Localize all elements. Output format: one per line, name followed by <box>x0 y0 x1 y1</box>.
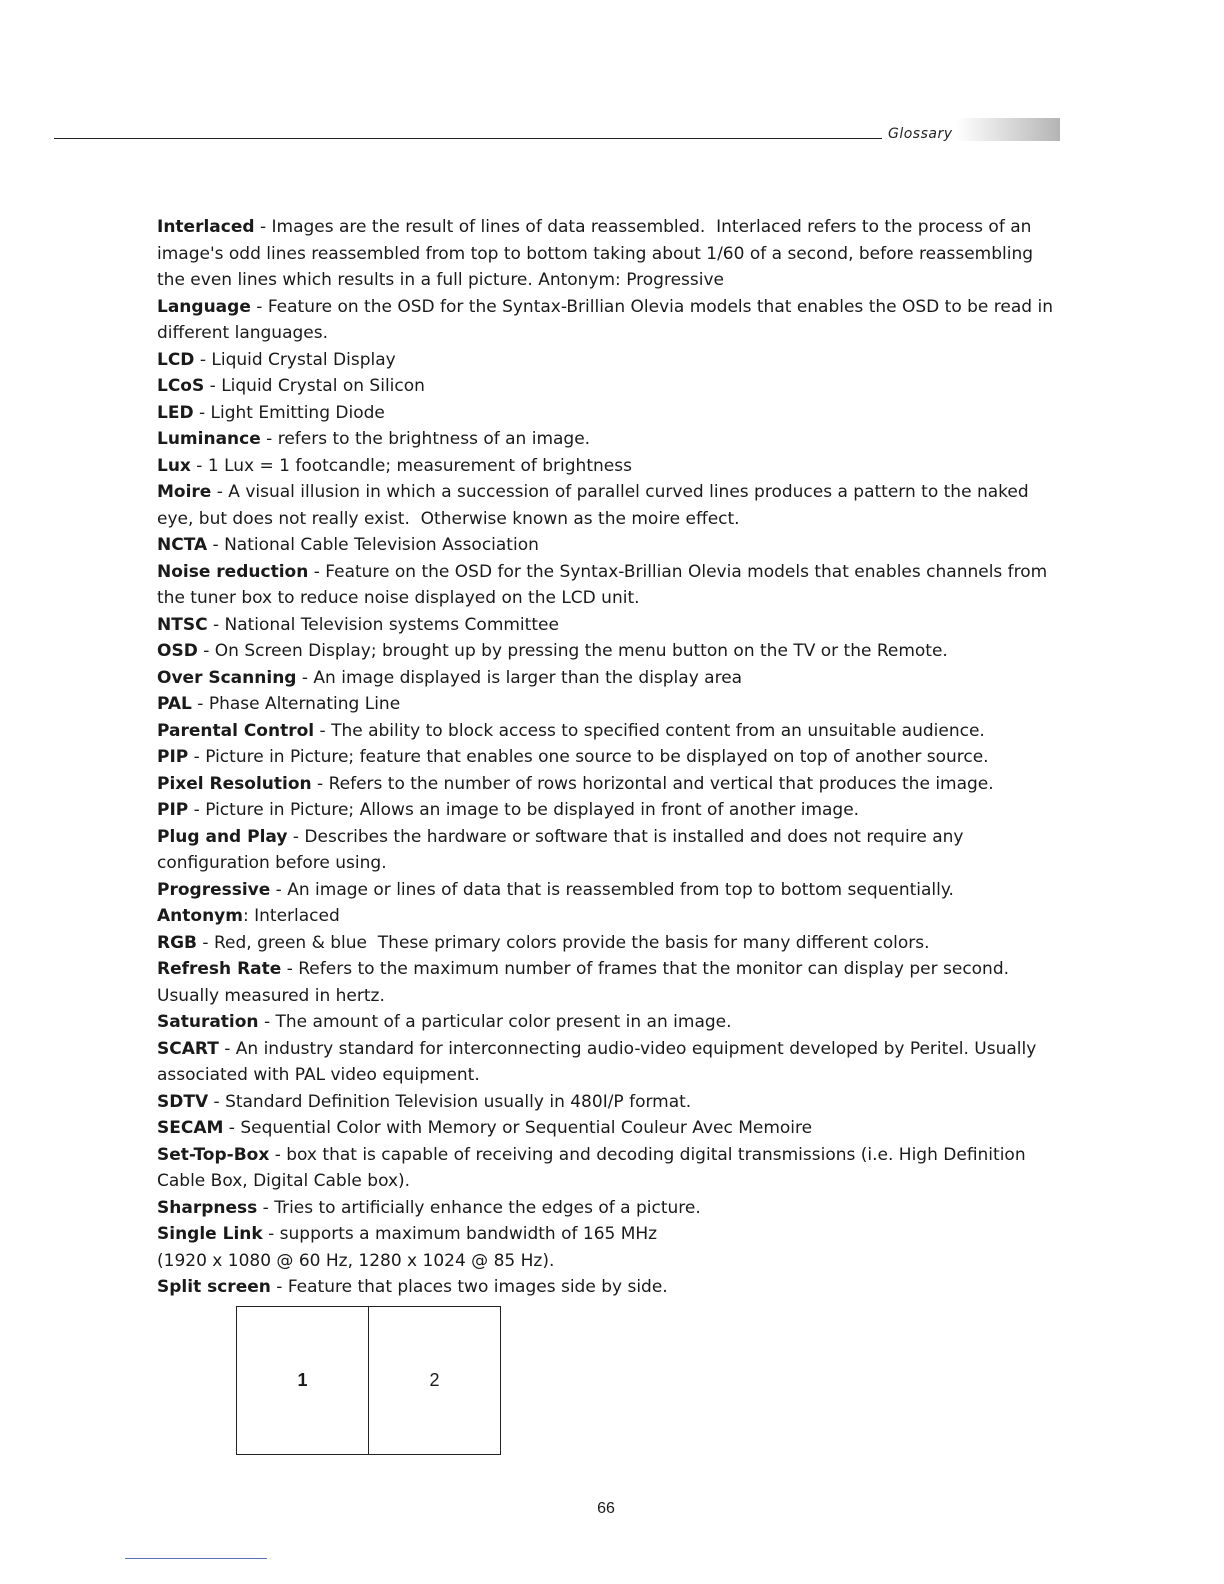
glossary-entry <box>157 956 1057 1009</box>
glossary-definition: The ability to block access to specified content from an unsuitable audience. <box>331 720 985 741</box>
glossary-entry <box>157 1221 1057 1274</box>
glossary-definition: Picture in Picture; feature that enables one source to be displayed on top of another source. <box>205 747 989 767</box>
header-gradient-bar <box>956 118 1060 141</box>
glossary-separator: - <box>194 349 212 370</box>
glossary-separator: - <box>188 800 206 820</box>
glossary-term: Split screen <box>157 1277 271 1297</box>
glossary-term: Single Link <box>157 1224 263 1244</box>
glossary-separator: - <box>254 217 272 237</box>
glossary-definition: Feature on the OSD for the Syntax-Brillian Olevia models that enables channels from the tuner box to reduce noise displayed on the LCD unit. <box>157 561 1053 608</box>
glossary-term: LCD <box>157 349 195 370</box>
glossary-separator: - <box>270 1277 288 1297</box>
glossary-entry <box>157 824 1057 877</box>
glossary-separator: : <box>242 906 255 926</box>
glossary-definition: box that is capable of receiving and decoding digital transmissions (i.e. High Definition Cable Box, Digital Cable box). <box>157 1144 1031 1191</box>
glossary-entry <box>157 797 1057 824</box>
glossary-term: Saturation <box>157 1012 259 1032</box>
glossary-definition-continued: (1920 x 1080 @ 60 Hz, 1280 x 1024 @ 85 Hz). <box>157 1250 555 1271</box>
glossary-definition: Liquid Crystal Display <box>211 349 396 370</box>
glossary-term: PIP <box>157 747 189 767</box>
glossary-term: Moire <box>157 482 212 502</box>
glossary-definition: Phase Alternating Line <box>208 694 401 714</box>
glossary-term: Refresh Rate <box>157 959 282 979</box>
glossary-entry <box>157 771 1057 798</box>
glossary-term: Pixel Resolution <box>157 773 312 794</box>
glossary-entry <box>157 559 1057 612</box>
glossary-term: OSD <box>157 641 198 661</box>
glossary-entry <box>157 638 1057 665</box>
glossary-definition: Sequential Color with Memory or Sequential Couleur Avec Memoire <box>240 1118 813 1138</box>
glossary-entry <box>157 1115 1057 1142</box>
glossary-term: PIP <box>157 800 189 820</box>
glossary-definition: An industry standard for interconnecting audio-video equipment developed by Peritel. Usually associated with PAL video equipment. <box>157 1038 1042 1085</box>
footer-rule <box>125 1558 267 1559</box>
glossary-term: Over Scanning <box>157 667 297 688</box>
glossary-term: RGB <box>157 932 198 953</box>
page-number: 66 <box>597 1500 615 1517</box>
glossary-term: NTSC <box>157 614 208 635</box>
glossary-separator: - <box>190 455 208 476</box>
glossary-term: Interlaced <box>157 217 255 237</box>
glossary-definition: Picture in Picture; Allows an image to be displayed in front of another image. <box>205 800 860 820</box>
glossary-term: Noise reduction <box>157 561 309 582</box>
glossary-definition: National Television systems Committee <box>224 614 559 635</box>
glossary-definition: Standard Definition Television usually in 480I/P format. <box>225 1091 692 1112</box>
glossary-term: SCART <box>157 1038 219 1059</box>
glossary-separator: - <box>269 1144 287 1165</box>
glossary-definition: Tries to artificially enhance the edges of a picture. <box>274 1197 701 1218</box>
glossary-term: PAL <box>157 694 192 714</box>
glossary-term: Set-Top-Box <box>157 1144 270 1165</box>
glossary-separator: - <box>207 535 225 555</box>
glossary-definition: Interlaced <box>254 906 340 926</box>
glossary-term: SDTV <box>157 1091 209 1112</box>
glossary-entry <box>157 532 1057 559</box>
glossary-separator: - <box>193 402 211 423</box>
glossary-definition: Refers to the number of rows horizontal and vertical that produces the image. <box>328 773 994 794</box>
glossary-definition: On Screen Display; brought up by pressing the menu button on the TV or the Remote. <box>214 641 948 661</box>
glossary-term: Plug and Play <box>157 826 288 847</box>
glossary-entry <box>157 877 1057 904</box>
glossary-separator: - <box>211 482 229 502</box>
glossary-term: LCoS <box>157 376 205 396</box>
glossary-term: Lux <box>157 455 191 476</box>
glossary-entry <box>157 1274 1057 1301</box>
glossary-list <box>157 214 1057 1301</box>
glossary-definition: Feature on the OSD for the Syntax-Brillian Olevia models that enables the OSD to be read in different languages. <box>157 296 1059 343</box>
glossary-separator: - <box>208 1091 226 1112</box>
glossary-entry <box>157 1009 1057 1036</box>
glossary-definition: The amount of a particular color present in an image. <box>275 1012 732 1032</box>
glossary-separator: - <box>270 879 288 900</box>
glossary-definition: An image displayed is larger than the display area <box>313 667 743 688</box>
glossary-term: NCTA <box>157 535 208 555</box>
glossary-separator: - <box>311 773 329 794</box>
glossary-definition: Refers to the maximum number of frames that the monitor can display per second. Usually measured in hertz. <box>157 959 1015 1006</box>
glossary-separator: - <box>296 667 314 688</box>
glossary-separator: - <box>260 429 278 449</box>
glossary-separator: - <box>308 561 326 582</box>
glossary-separator: - <box>204 376 222 396</box>
glossary-term: SECAM <box>157 1118 224 1138</box>
glossary-term: Antonym <box>157 906 243 926</box>
glossary-definition: supports a maximum bandwidth of 165 MHz <box>279 1224 658 1244</box>
glossary-entry <box>157 718 1057 745</box>
glossary-separator: - <box>287 826 305 847</box>
glossary-separator: - <box>250 296 268 317</box>
glossary-separator: - <box>188 747 206 767</box>
section-title: Glossary <box>888 126 953 142</box>
glossary-entry <box>157 665 1057 692</box>
glossary-entry <box>157 1036 1057 1089</box>
glossary-separator: - <box>262 1224 280 1244</box>
glossary-entry <box>157 214 1057 294</box>
glossary-entry <box>157 1089 1057 1116</box>
glossary-separator: - <box>197 932 214 953</box>
glossary-definition: A visual illusion in which a succession of parallel curved lines produces a pattern to the naked eye, but does not really exist. Otherwise known as the moire effect. <box>157 482 1035 529</box>
glossary-term: Progressive <box>157 879 271 900</box>
glossary-definition: An image or lines of data that is reassembled from top to bottom sequentially. <box>287 879 954 900</box>
glossary-entry <box>157 294 1057 347</box>
glossary-definition: Describes the hardware or software that is installed and does not require any configuration before using. <box>157 826 969 873</box>
glossary-entry <box>157 903 1057 930</box>
glossary-entry <box>157 426 1057 453</box>
glossary-separator: - <box>314 720 332 741</box>
glossary-entry <box>157 373 1057 400</box>
glossary-separator: - <box>218 1038 236 1059</box>
glossary-separator: - <box>191 694 209 714</box>
glossary-definition: Images are the result of lines of data reassembled. Interlaced refers to the process of an image's odd lines reassembled from top to bottom taking about 1/60 of a second, before reassembling the even lines which results in a full picture. Antonym: Progressive <box>157 217 1039 290</box>
glossary-term: Sharpness <box>157 1197 258 1218</box>
glossary-entry <box>157 691 1057 718</box>
glossary-definition: Light Emitting Diode <box>210 402 385 423</box>
glossary-entry <box>157 744 1057 771</box>
glossary-definition: Liquid Crystal on Silicon <box>221 376 425 396</box>
glossary-definition: Red, green & blue These primary colors provide the basis for many different colors. <box>213 932 930 953</box>
glossary-definition: refers to the brightness of an image. <box>277 429 591 449</box>
glossary-definition: 1 Lux = 1 footcandle; measurement of brightness <box>207 455 632 476</box>
glossary-entry <box>157 612 1057 639</box>
glossary-entry <box>157 1142 1057 1195</box>
glossary-entry <box>157 453 1057 480</box>
glossary-entry <box>157 1195 1057 1222</box>
glossary-term: Language <box>157 296 251 317</box>
glossary-separator: - <box>281 959 299 979</box>
glossary-separator: - <box>223 1118 241 1138</box>
glossary-separator: - <box>197 641 215 661</box>
glossary-separator: - <box>207 614 225 635</box>
glossary-term: Luminance <box>157 429 261 449</box>
glossary-definition: Feature that places two images side by side. <box>287 1277 668 1297</box>
split-pane-1: 1 <box>237 1307 369 1454</box>
glossary-separator: - <box>258 1012 276 1032</box>
glossary-definition: National Cable Television Association <box>224 535 539 555</box>
glossary-entry <box>157 400 1057 427</box>
glossary-term: Parental Control <box>157 720 315 741</box>
glossary-entry <box>157 347 1057 374</box>
split-pane-2: 2 <box>429 1370 440 1390</box>
glossary-separator: - <box>257 1197 275 1218</box>
glossary-term: LED <box>157 402 194 423</box>
glossary-entry <box>157 479 1057 532</box>
split-screen-diagram <box>236 1306 501 1455</box>
glossary-entry <box>157 930 1057 957</box>
header-rule <box>54 138 882 139</box>
